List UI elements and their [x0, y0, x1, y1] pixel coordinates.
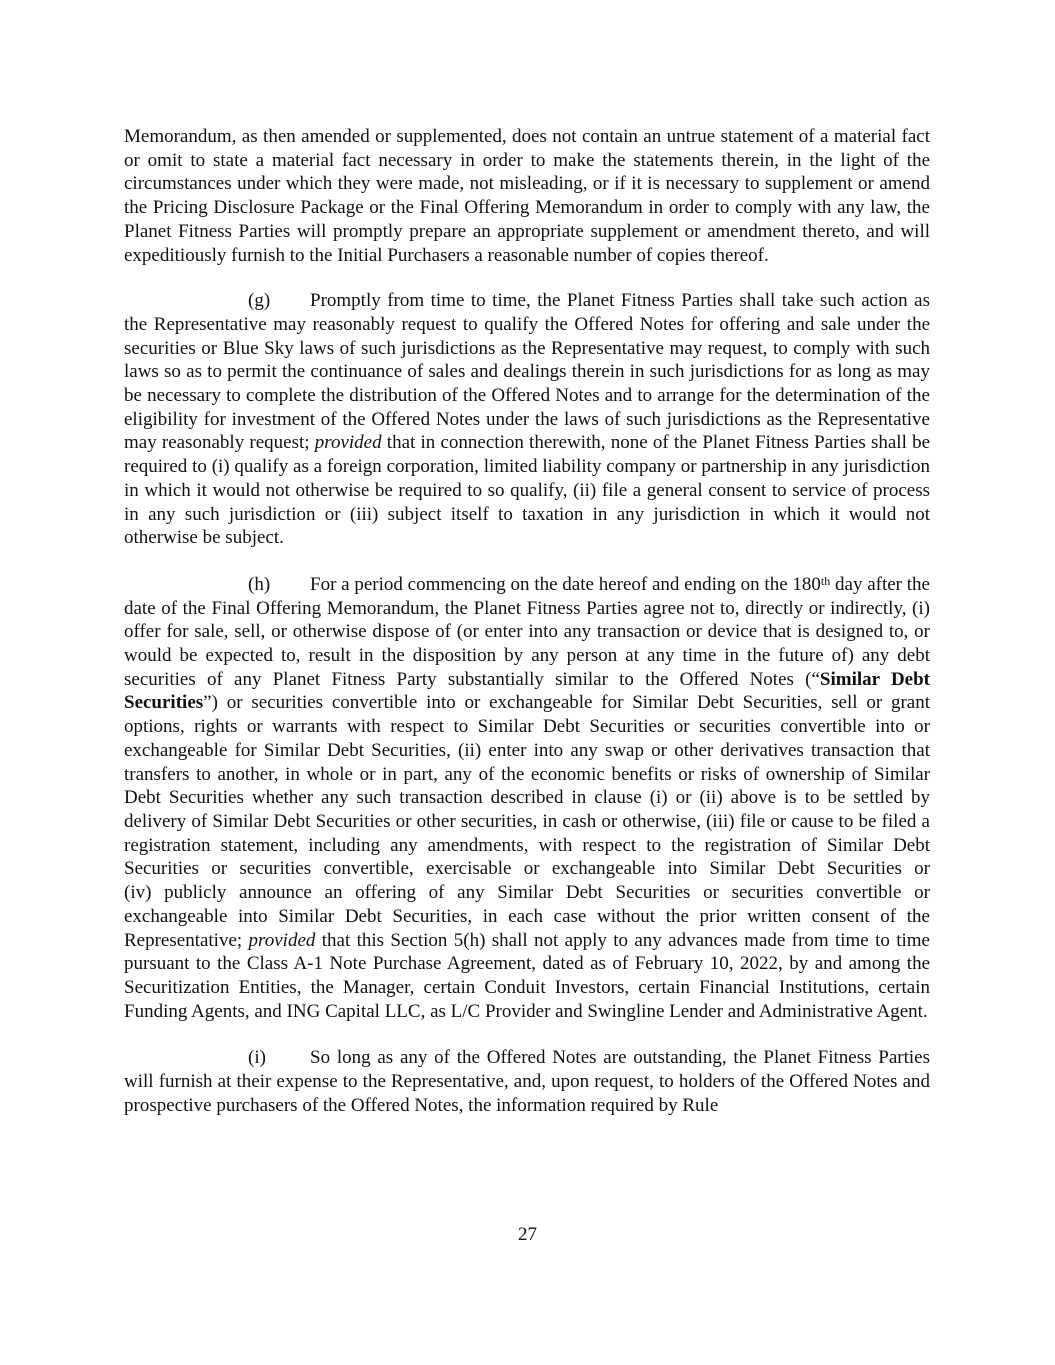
paragraph-f-continuation [124, 125, 930, 267]
paragraph-g-label: (g) [248, 290, 271, 312]
paragraph-h-text-c: ”) or securities convertible into or exchangeable for Similar Debt Securities, sell or grant options, rights or warrants with respect to Similar Debt Securities or securities convertible into or exchangeable for Similar Debt Securities, (ii) enter into any swap or other derivatives transaction that transfers to another, in whole or in part, any of the economic benefits or risks of ownership of Similar Debt Securities whether any such transaction described in clause (i) or (ii) above is to be settled by delivery of Similar Debt Securities or other securities, in cash or otherwise, (iii) file or cause to be filed a registration statement, including any amendments, with respect to the registration of Similar Debt Securities or securities convertible, exercisable or exchangeable into Similar Debt Securities or (iv) publicly announce an offering of any Similar Debt Securities or securities convertible or exchangeable into Similar Debt Securities, in each case without the prior written consent of the Representative; [124, 692, 930, 951]
paragraph-f-text: Memorandum, as then amended or supplemented, does not contain an untrue statement of a material fact or omit to state a material fact necessary in order to make the statements therein, in the light of the circumstances under which they were made, not misleading, or if it is necessary to supplement or amend the Pricing Disclosure Package or the Final Offering Memorandum in order to comply with any law, the Planet Fitness Parties will promptly prepare an appropriate supplement or amendment thereto, and will expeditiously furnish to the Initial Purchasers a reasonable number of copies thereof. [124, 126, 930, 266]
paragraph-h-text-a: For a period commencing on the date hereof and ending on the 180 [310, 573, 821, 595]
paragraph-g-provided: provided [314, 432, 382, 454]
paragraph-g [124, 289, 930, 550]
paragraph-g-text-b: that in connection therewith, none of the Planet Fitness Parties shall be required to (i) qualify as a foreign corporation, limited liability company or partnership in any jurisdiction in which it would not otherwise be required to so qualify, (ii) file a general consent to service of process in any such jurisdiction or (iii) subject itself to taxation in any jurisdiction in which it would not otherwise be subject. [124, 432, 931, 549]
paragraph-h-provided: provided [248, 929, 316, 951]
defined-term-similar-debt-securities: Similar Debt Securities [124, 668, 930, 714]
paragraph-i [124, 1046, 930, 1117]
paragraph-h-text-b: day after the date of the Final Offering Memorandum, the Planet Fitness Parties agree not to, directly or indirectly, (i) offer for sale, sell, or otherwise dispose of (or enter into any transaction or device that is designed to, or would be expected to, result in the disposition by any person at any time in the future of) any debt securities of any Planet Fitness Party substantially similar to the Offered Notes (“ [124, 573, 930, 690]
document-body [124, 125, 930, 1140]
paragraph-g-text-a: Promptly from time to time, the Planet Fitness Parties shall take such action as the Representative may reasonably request to qualify the Offered Notes for offering and sale under the securities or Blue Sky laws of such jurisdictions as the Representative may request, to comply with such laws so as to permit the continuance of sales and dealings therein in such jurisdictions for as long as may be necessary to complete the distribution of the Offered Notes and to arrange for the determination of the eligibility for investment of the Offered Notes under the laws of such jurisdictions as the Representative may reasonably request; [124, 290, 930, 454]
paragraph-h [124, 573, 930, 1023]
paragraph-h-label: (h) [248, 573, 271, 595]
paragraph-i-text: So long as any of the Offered Notes are outstanding, the Planet Fitness Parties will furnish at their expense to the Representative, and, upon request, to holders of the Offered Notes and prospective purchasers of the Offered Notes, the information required by Rule [124, 1047, 930, 1116]
paragraph-i-label: (i) [248, 1047, 266, 1069]
page-number: 27 [518, 1224, 537, 1245]
paragraph-h-superscript: th [820, 573, 831, 588]
paragraph-h-text-d: that this Section 5(h) shall not apply to any advances made from time to time pursuant to the Class A-1 Note Purchase Agreement, dated as of February 10, 2022, by and among the Securitization Entities, the Manager, certain Conduit Investors, certain Financial Institutions, certain Funding Agents, and ING Capital LLC, as L/C Provider and Swingline Lender and Administrative Agent. [124, 929, 930, 1022]
